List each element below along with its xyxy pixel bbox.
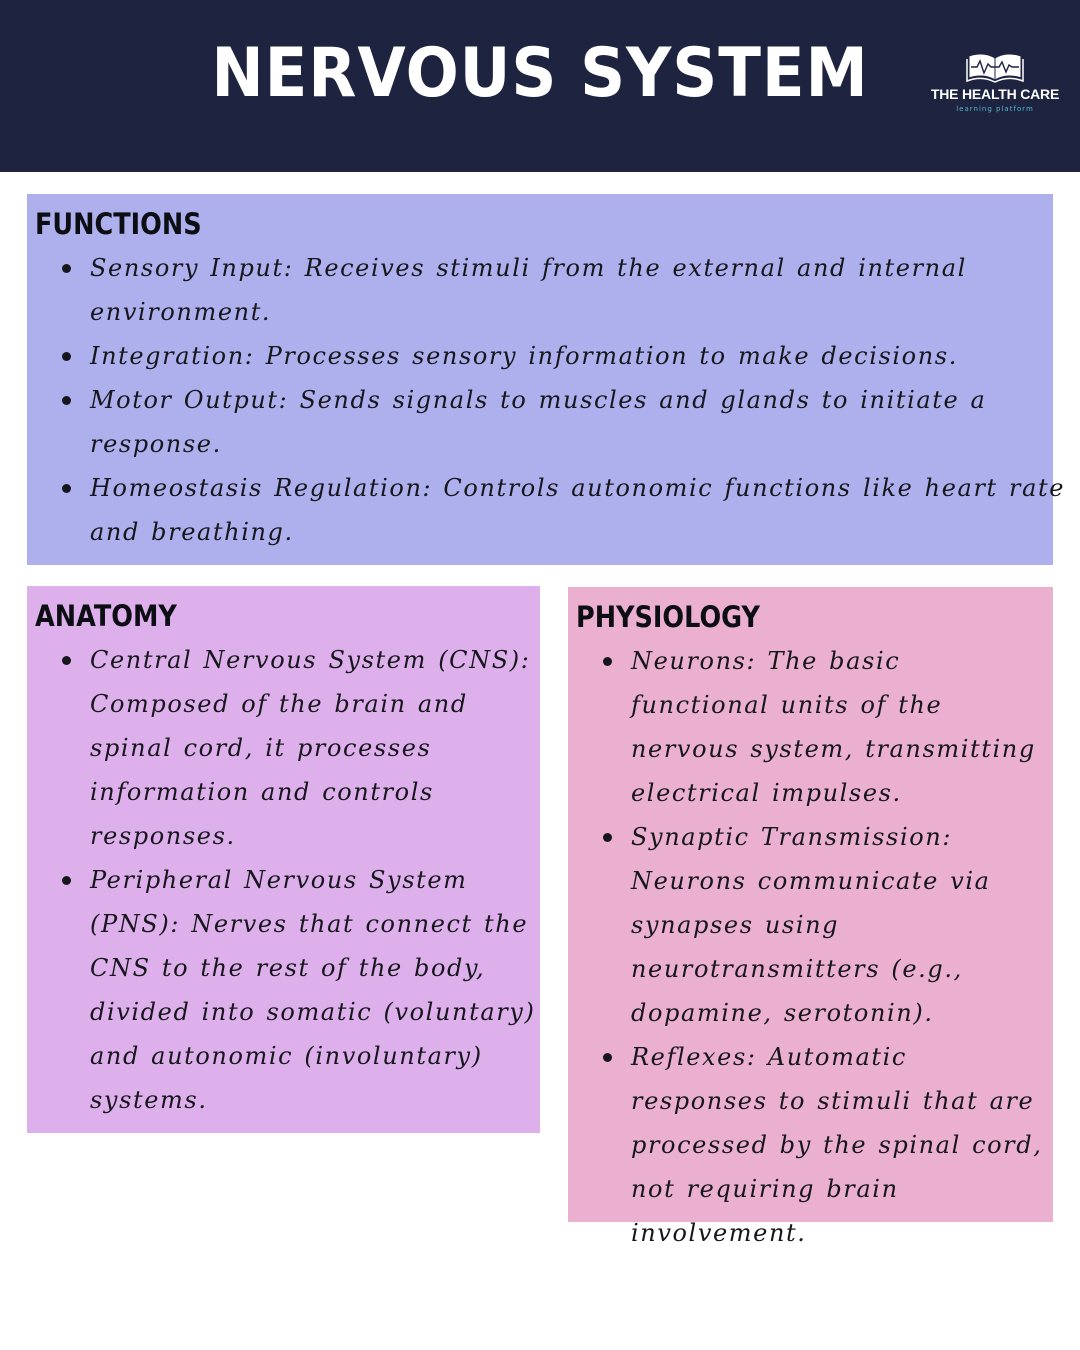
list-item: Synaptic Transmission: Neurons communicate via synapses using neurotransmitters (e.g., dopamine, serotonin). xyxy=(631,815,1043,1035)
physiology-heading: PHYSIOLOGY xyxy=(576,600,761,634)
list-item: Neurons: The basic functional units of the nervous system, transmitting electrical impulses. xyxy=(631,639,1043,815)
header-bar xyxy=(0,0,1080,172)
list-item: Sensory Input: Receives stimuli from the external and internal environment. xyxy=(90,246,1080,334)
anatomy-heading: ANATOMY xyxy=(35,599,177,633)
list-item: Integration: Processes sensory information to make decisions. xyxy=(90,334,1080,378)
anatomy-list xyxy=(27,638,540,1122)
brand-logo xyxy=(930,50,1060,125)
anatomy-card xyxy=(27,586,540,1133)
list-item: Peripheral Nervous System (PNS): Nerves that connect the CNS to the rest of the body, divided into somatic (voluntary) and autonomic (involuntary) systems. xyxy=(90,858,540,1122)
functions-heading: FUNCTIONS xyxy=(35,207,202,241)
list-item: Reflexes: Automatic responses to stimuli that are processed by the spinal cord, not requiring brain involvement. xyxy=(631,1035,1043,1255)
functions-list xyxy=(27,246,1080,554)
list-item: Homeostasis Regulation: Controls autonomic functions like heart rate and breathing. xyxy=(90,466,1080,554)
page-title: NERVOUS SYSTEM xyxy=(211,34,869,113)
physiology-card xyxy=(568,587,1053,1247)
list-item: Central Nervous System (CNS): Composed of the brain and spinal cord, it processes information and controls responses. xyxy=(90,638,540,858)
functions-card xyxy=(27,194,1066,565)
physiology-list xyxy=(568,639,1043,1255)
book-ecg-icon xyxy=(965,50,1025,84)
list-item: Motor Output: Sends signals to muscles and glands to initiate a response. xyxy=(90,378,1080,466)
logo-subtitle: learning platform xyxy=(956,105,1034,113)
logo-name: THE HEALTH CARE xyxy=(930,86,1060,102)
